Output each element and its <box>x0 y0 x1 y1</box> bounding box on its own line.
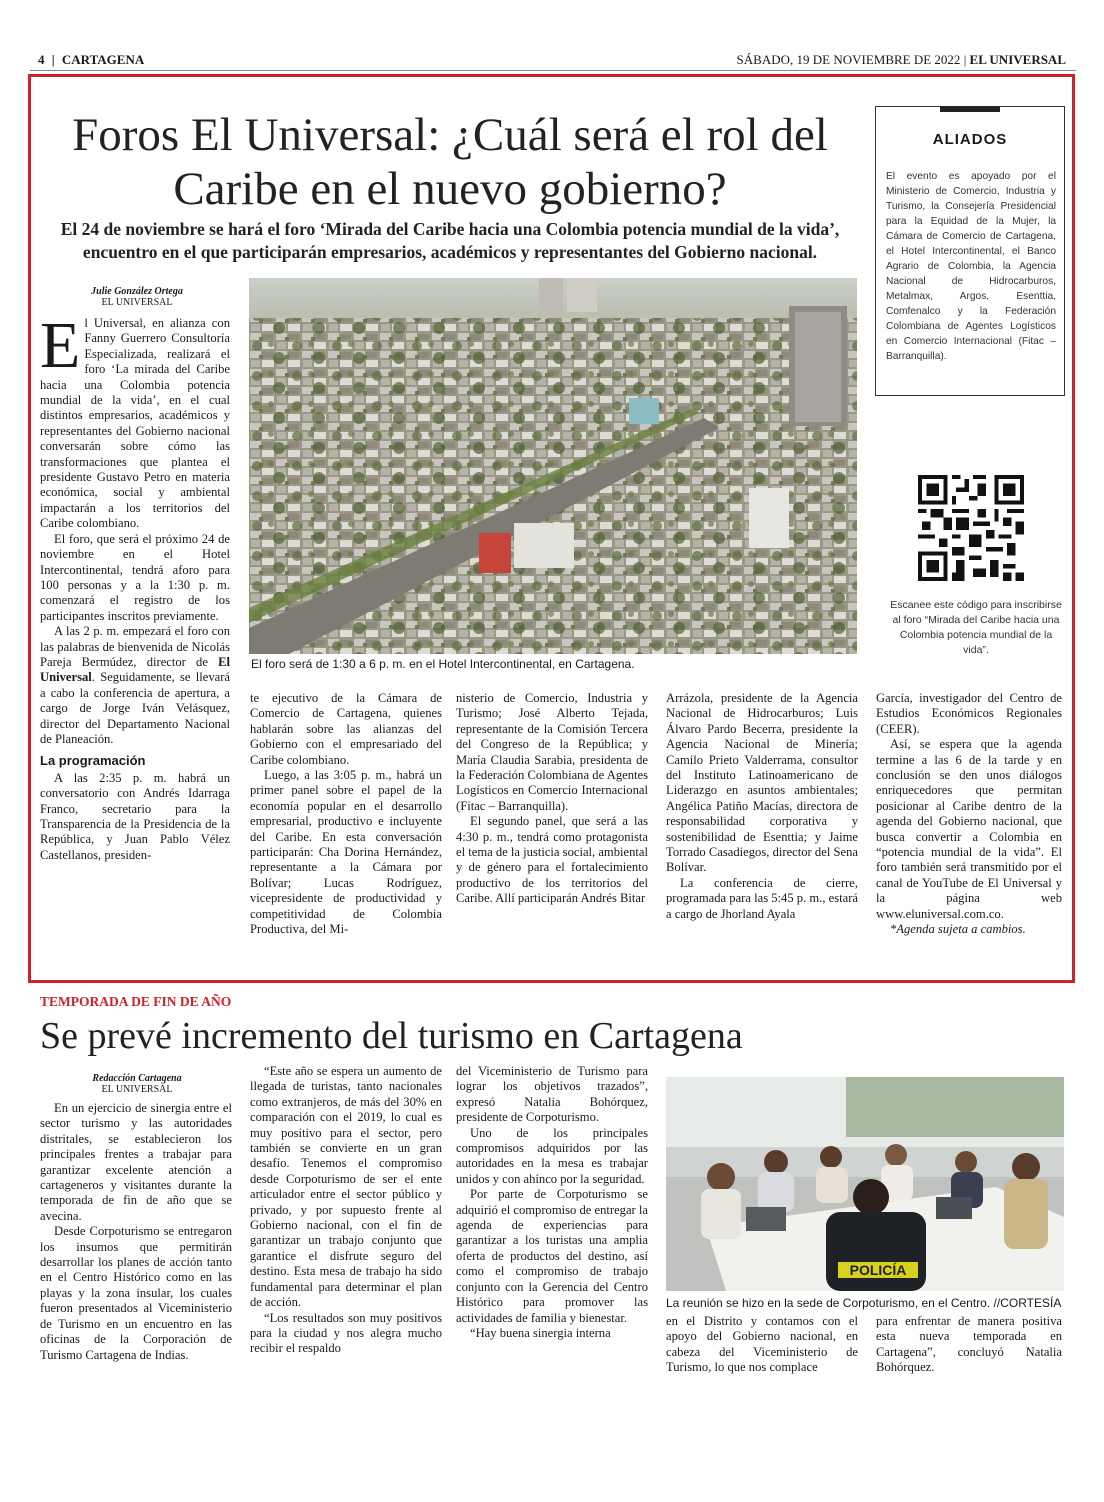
qr-caption: Escanee este código para inscribirse al foro “Mirada del Caribe hacia una Colombia potencia mundial de la vida”. <box>890 599 1062 656</box>
paragraph: A las 2 p. m. empezará el foro con las palabras de bienvenida de Nicolás Pareja Bermúdez, director de El Universal. Seguidamente, se llevará a cabo la conferencia de apertura, a cargo de Jorge Iván Velásquez, director del Departamento Nacional de Planeación. <box>40 624 230 746</box>
page-number: 4 <box>38 52 45 67</box>
paragraph: Uno de los principales compromisos adquiridos por las autoridades en la mesa es trabajar unidos y con ahínco por la seguridad. <box>456 1125 648 1186</box>
paper-name: EL UNIVERSAL <box>969 52 1066 67</box>
paper-name-inline: El Universal <box>40 654 230 685</box>
article-dek: El 24 de noviembre se hará el foro ‘Mirada del Caribe hacia una Colombia potencia mundial de la vida’, encuentro en el que participarán empresarios, académicos y representantes del Gobierno nacional. <box>60 219 840 262</box>
byline-author: Julie González Ortega <box>91 286 183 297</box>
article2-column-3 <box>456 1064 648 1341</box>
agenda-note: *Agenda sujeta a cambios. <box>890 922 1026 937</box>
paragraph: La conferencia de cierre, programada para las 5:45 p. m., estará a cargo de Jhorland Ayala <box>666 875 858 921</box>
subheading: La programación <box>40 753 146 769</box>
police-vest-label: POLICÍA <box>849 1262 907 1278</box>
paragraph: “Los resultados son muy positivos para la ciudad y nos alegra mucho recibir el respaldo <box>250 1310 442 1356</box>
dateline: SÁBADO, 19 DE NOVIEMBRE DE 2022 | EL UNIVERSAL <box>736 52 1066 67</box>
page-folio: 4 | CARTAGENA <box>38 52 145 67</box>
byline-author: Redacción Cartagena <box>92 1073 182 1084</box>
byline <box>72 286 202 308</box>
article2-kicker: TEMPORADA DE FIN DE AÑO <box>40 994 232 1009</box>
paragraph: El foro, que será el próximo 24 de noviembre en el Hotel Intercontinental, tendrá aforo para 100 personas y a la 1:30 p. m. comenzará el registro de los participantes inscritos previamente. <box>40 531 230 623</box>
paragraph: Luego, a las 3:05 p. m., habrá un primer panel sobre el papel de la economía popular en el desarrollo empresarial, productivo e incluyente del Caribe. En esta conversación participarán: Cha Dorina Hernández, representante a la Cámara por Bolívar; Lucas Rodríguez, vicepresidente de productividad y competitividad de Colombia Productiva, del Mi- <box>250 768 442 937</box>
paragraph: En un ejercicio de sinergia entre el sector turismo y las autoridades distritales, se establecieron los principales frentes a trabajar para garantizar excelente atención a cartageneros y visitantes durante la temporada de fin de año que se avecina. <box>40 1101 232 1223</box>
paragraph: Arrázola, presidente de la Agencia Nacional de Hidrocarburos; Luis Álvaro Pardo Becerra, presidente la Agencia Nacional de Minería; Camilo Prieto Valderrama, consultor del Instituto Latinoamericano de Liderazgo en asuntos ambientales; Angélica Patiño Macías, directora de responsabilidad corporativa y sostenibilidad de Esenttia; y Jaime Torrado Casadiegos, director del Sena Bolívar. <box>666 691 858 875</box>
paragraph: Por parte de Corpoturismo se adquirió el compromiso de entregar la agenda de experiencias para garantizar a los turistas una amplia oferta de productos del destino, así como el compromiso de trabajo conjunto con la Gerencia del Centro Histórico para promover las actividades de familia y bienestar. <box>456 1187 648 1325</box>
issue-date: SÁBADO, 19 DE NOVIEMBRE DE 2022 <box>736 52 961 67</box>
paragraph: “Este año se espera un aumento de llegada de turistas, tanto nacionales como extranjeros, de más del 30% en comparación con el 2019, lo cual es muy positivo para el sector, pero también se convierte en un gran desafío. Tenemos el compromiso desde Corpoturismo de ser el ente articulador entre el sector público y privado, y por supuesto frente al Gobierno nacional, con el fin de garantizar un trabajo conjunto que garantice el disfrute seguro del destino. Esta mesa de trabajo ha sido fundamental para determinar el plan de acción. <box>250 1064 442 1310</box>
article1-column-1 <box>40 309 230 863</box>
section-name: CARTAGENA <box>61 52 145 67</box>
photo-caption: El foro será de 1:30 a 6 p. m. en el Hotel Intercontinental, en Cartagena. <box>251 657 635 671</box>
photo-caption: La reunión se hizo en la sede de Corpoturismo, en el Centro. //CORTESÍA <box>666 1296 1062 1310</box>
paragraph: del Viceministerio de Turismo para lograr los objetivos trazados”, expresó Natalia Bohórquez, presidente de Corpoturismo. <box>456 1064 648 1125</box>
article1-column-4 <box>666 691 858 922</box>
aliados-text: El evento es apoyado por el Ministerio de Comercio, Industria y Turismo, la Consejería Presidencial para la Equidad de la Mujer, la Cámara de Comercio de Cartagena, el Hotel Intercontinental, el Banco Agrario de Colombia, la Agencia Nacional de Hidrocarburos, Metalmax, Argos, Esenttia, Comfenalco y la Federación Colombiana de Agentes Logísticos en Comercio Internacional (Fitac – Barranquilla). <box>886 171 1056 362</box>
article2-column-2 <box>250 1064 442 1357</box>
article2-column-4 <box>666 1314 858 1376</box>
qr-code-icon[interactable] <box>918 475 1024 581</box>
paragraph: “Hay buena sinergia interna <box>470 1325 611 1340</box>
article-headline: Foros El Universal: ¿Cuál será el rol del Caribe en el nuevo gobierno? <box>72 109 828 215</box>
aliados-title: ALIADOS <box>932 131 1008 148</box>
paragraph: García, investigador del Centro de Estudios Económicos Regionales (CEER). <box>876 691 1062 736</box>
article2-column-5 <box>876 1314 1062 1376</box>
byline-outlet: EL UNIVERSAL <box>101 1084 173 1095</box>
paragraph: te ejecutivo de la Cámara de Comercio de Cartagena, quienes hablarán sobre las alianzas del Gobierno con el empresariado del Caribe colombiano. <box>250 691 442 767</box>
paragraph: para enfrentar de manera positiva esta nueva temporada en Cartagena”, concluyó Natalia Bohórquez. <box>876 1314 1062 1375</box>
header-rule <box>30 70 1076 71</box>
article1-column-5 <box>876 691 1062 938</box>
aliados-box <box>875 106 1065 396</box>
byline <box>72 1073 202 1095</box>
drop-cap: E <box>40 309 81 382</box>
article2-headline: Se prevé incremento del turismo en Cartagena <box>40 1015 743 1057</box>
paragraph: nisterio de Comercio, Industria y Turismo; José Alberto Tejada, representante de la Comisión Tercera del Congreso de la República; y María Claudia Sarabia, presidenta de la Federación Colombiana de Agentes Logísticos en Comercio Internacional (Fitac – Barranquilla). <box>456 691 648 813</box>
meeting-photo <box>666 1077 1064 1291</box>
paragraph: en el Distrito y contamos con el apoyo del Gobierno nacional, en cabeza del Viceministerio de Turismo, lo que nos complace <box>666 1314 858 1375</box>
aerial-city-photo <box>249 278 857 654</box>
byline-outlet: EL UNIVERSAL <box>101 297 173 308</box>
aliados-tab <box>940 106 1000 112</box>
article1-column-2 <box>250 691 442 938</box>
article2-column-1 <box>40 1101 232 1363</box>
paragraph: El segundo panel, que será a las 4:30 p. m., tendrá como protagonista el tema de la justicia social, ambiental y de género para el fortalecimiento productivo de los territorios del Caribe. Allí participarán Andrés Bitar <box>456 814 648 906</box>
paragraph: Así, se espera que la agenda termine a las 6 de la tarde y en conclusión se den unos diálogos enriquecedores que permitan posicionar al Caribe dentro de la agenda del Gobierno nacional, que busca convertir a Colombia en “potencia mundial de la vida”. El foro también será transmitido por el canal de YouTube de El Universal y la página web www.eluniversal.com.co. <box>876 737 1062 921</box>
article1-column-3 <box>456 691 648 907</box>
paragraph: A las 2:35 p. m. habrá un conversatorio con Andrés Idarraga Franco, secretario para la Transparencia de la Presidencia de la República, y Juan Pablo Vélez Castellanos, presiden- <box>40 770 230 862</box>
paragraph: l Universal, en alianza con Fanny Guerrero Consultoría Especializada, realizará el foro ‘La mirada del Caribe hacia una Colombia potencia mundial de la vida’, en el cual distintos empresarios, académicos y representantes del Gobierno nacional conversarán sobre cómo las transformaciones que plantea el presidente Gustavo Petro en materia económica, social y ambiental impactarán a los territorios del Caribe colombiano. <box>40 316 230 531</box>
paragraph: Desde Corpoturismo se entregaron los insumos que permitirán desarrollar los planes de acción tanto en el Centro Histórico como en las playas y la zona insular, los cuales fueron presentados al Viceministerio de Turismo en un encuentro en las oficinas de la Corporación de Turismo Cartagena de Indias. <box>40 1224 232 1362</box>
